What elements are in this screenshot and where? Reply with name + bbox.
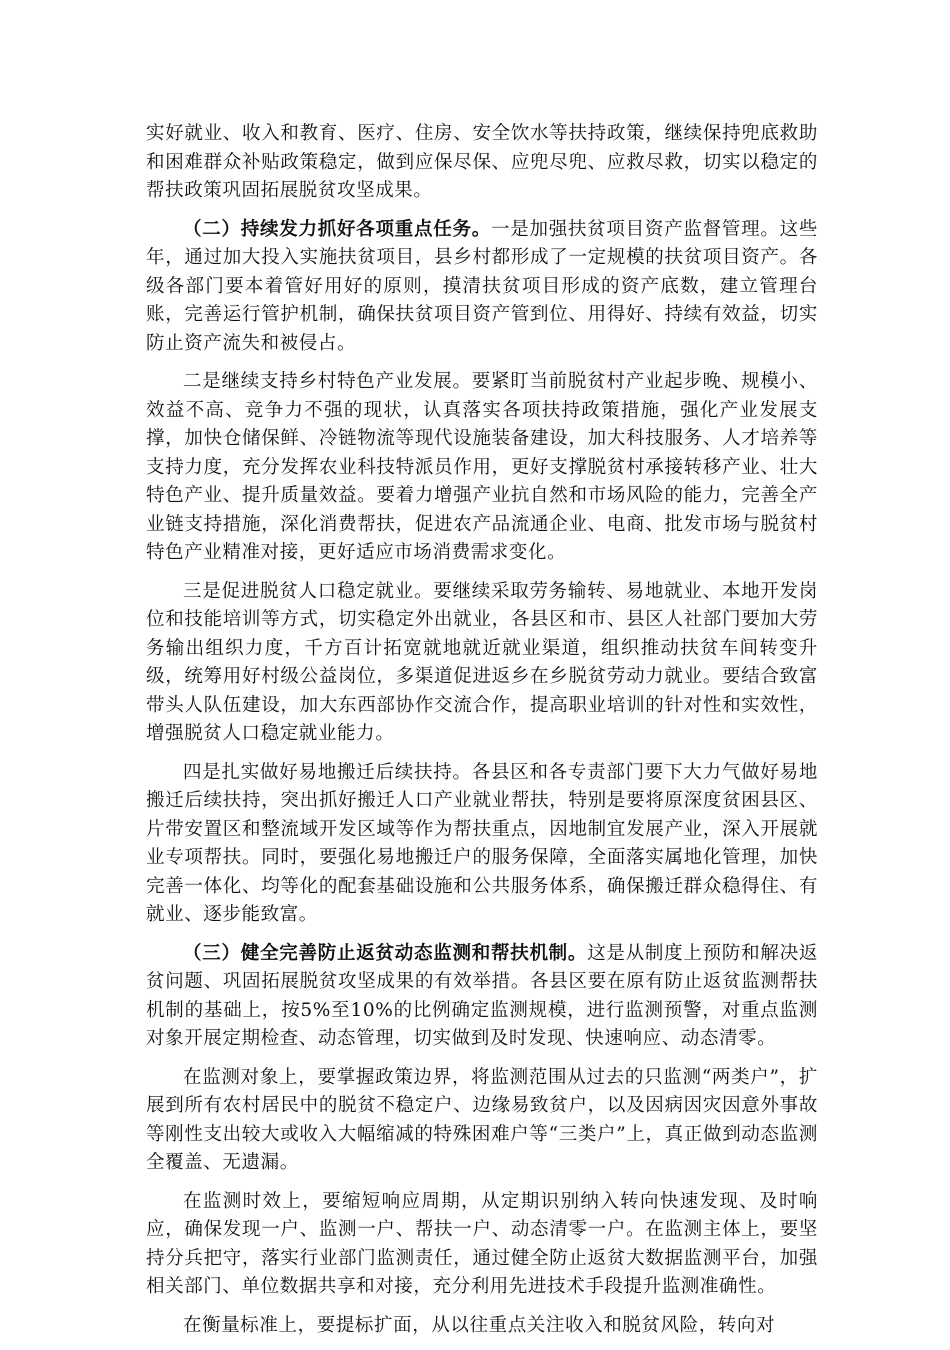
section-heading-3: （三）健全完善防止返贫动态监测和帮扶机制。 [183,942,588,964]
paragraph-8-text: 在监测时效上，要缩短响应周期，从定期识别纳入转向快速发现、及时响应，确保发现一户、监测一户、帮扶一户、动态清零一户。在监测主体上，要坚持分兵把守，落实行业部门监测责任，通过健全防止返贫大数据监测平台，加强相关部门、单位数据共享和对接，充分利用先进技术手段提升监测准确性。 [146,1190,818,1297]
paragraph-5-text: 四是扎实做好易地搬迁后续扶持。各县区和各专责部门要下大力气做好易地搬迁后续扶持，突出抓好搬迁人口产业就业帮扶，特别是要将原深度贫困县区、片带安置区和整流域开发区域等作为帮扶重点，因地制宜发展产业，深入开展就业专项帮扶。同时，要强化易地搬迁户的服务保障，全面落实属地化管理，加快完善一体化、均等化的配套基础设施和公共服务体系，确保搬迁群众稳得住、有就业、逐步能致富。 [146,761,818,925]
paragraph-8 [146,1188,818,1302]
paragraph-3 [146,368,818,568]
paragraph-6 [146,940,818,1054]
document-page [146,120,818,1350]
section-heading-2: （二）持续发力抓好各项重点任务。 [183,218,491,240]
paragraph-5 [146,759,818,930]
paragraph-4 [146,578,818,749]
paragraph-1 [146,120,818,206]
paragraph-9-text: 在衡量标准上，要提标扩面，从以往重点关注收入和脱贫风险，转向对 [183,1314,776,1336]
paragraph-3-text: 二是继续支持乡村特色产业发展。要紧盯当前脱贫村产业起步晚、规模小、效益不高、竞争力不强的现状，认真落实各项扶持政策措施，强化产业发展支撑，加快仓储保鲜、冷链物流等现代设施装备建设，加大科技服务、人才培养等支持力度，充分发挥农业科技特派员作用，更好支撑脱贫村承接转移产业、壮大特色产业、提升质量效益。要着力增强产业抗自然和市场风险的能力，完善全产业链支持措施，深化消费帮扶，促进农产品流通企业、电商、批发市场与脱贫村特色产业精准对接，更好适应市场消费需求变化。 [146,371,818,563]
paragraph-2 [146,216,818,359]
paragraph-1-text: 实好就业、收入和教育、医疗、住房、安全饮水等扶持政策，继续保持兜底救助和困难群众补贴政策稳定，做到应保尽保、应兜尽兜、应救尽救，切实以稳定的帮扶政策巩固拓展脱贫攻坚成果。 [146,123,818,201]
paragraph-6-text: 这是从制度上预防和解决返贫问题、巩固拓展脱贫攻坚成果的有效举措。各县区要在原有防止返贫监测帮扶机制的基础上，按5%至10%的比例确定监测规模，进行监测预警，对重点监测对象开展定期检查、动态管理，切实做到及时发现、快速响应、动态清零。 [146,942,818,1049]
paragraph-7-text: 在监测对象上，要掌握政策边界，将监测范围从过去的只监测“两类户”，扩展到所有农村居民中的脱贫不稳定户、边缘易致贫户，以及因病因灾因意外事故等刚性支出较大或收入大幅缩减的特殊困难户等“三类户”上，真正做到动态监测全覆盖、无遗漏。 [146,1066,818,1173]
paragraph-2-text: 一是加强扶贫项目资产监督管理。这些年，通过加大投入实施扶贫项目，县乡村都形成了一定规模的扶贫项目资产。各级各部门要本着管好用好的原则，摸清扶贫项目形成的资产底数，建立管理台账，完善运行管护机制，确保扶贫项目资产管到位、用得好、持续有效益，切实防止资产流失和被侵占。 [146,218,818,354]
paragraph-4-text: 三是促进脱贫人口稳定就业。要继续采取劳务输转、易地就业、本地开发岗位和技能培训等方式，切实稳定外出就业，各县区和市、县区人社部门要加大劳务输出组织力度，千方百计拓宽就地就近就业渠道，组织推动扶贫车间转变升级，统筹用好村级公益岗位，多渠道促进返乡在乡脱贫劳动力就业。要结合致富带头人队伍建设，加大东西部协作交流合作，提高职业培训的针对性和实效性，增强脱贫人口稳定就业能力。 [146,580,818,744]
paragraph-7 [146,1064,818,1178]
paragraph-9 [146,1312,818,1341]
